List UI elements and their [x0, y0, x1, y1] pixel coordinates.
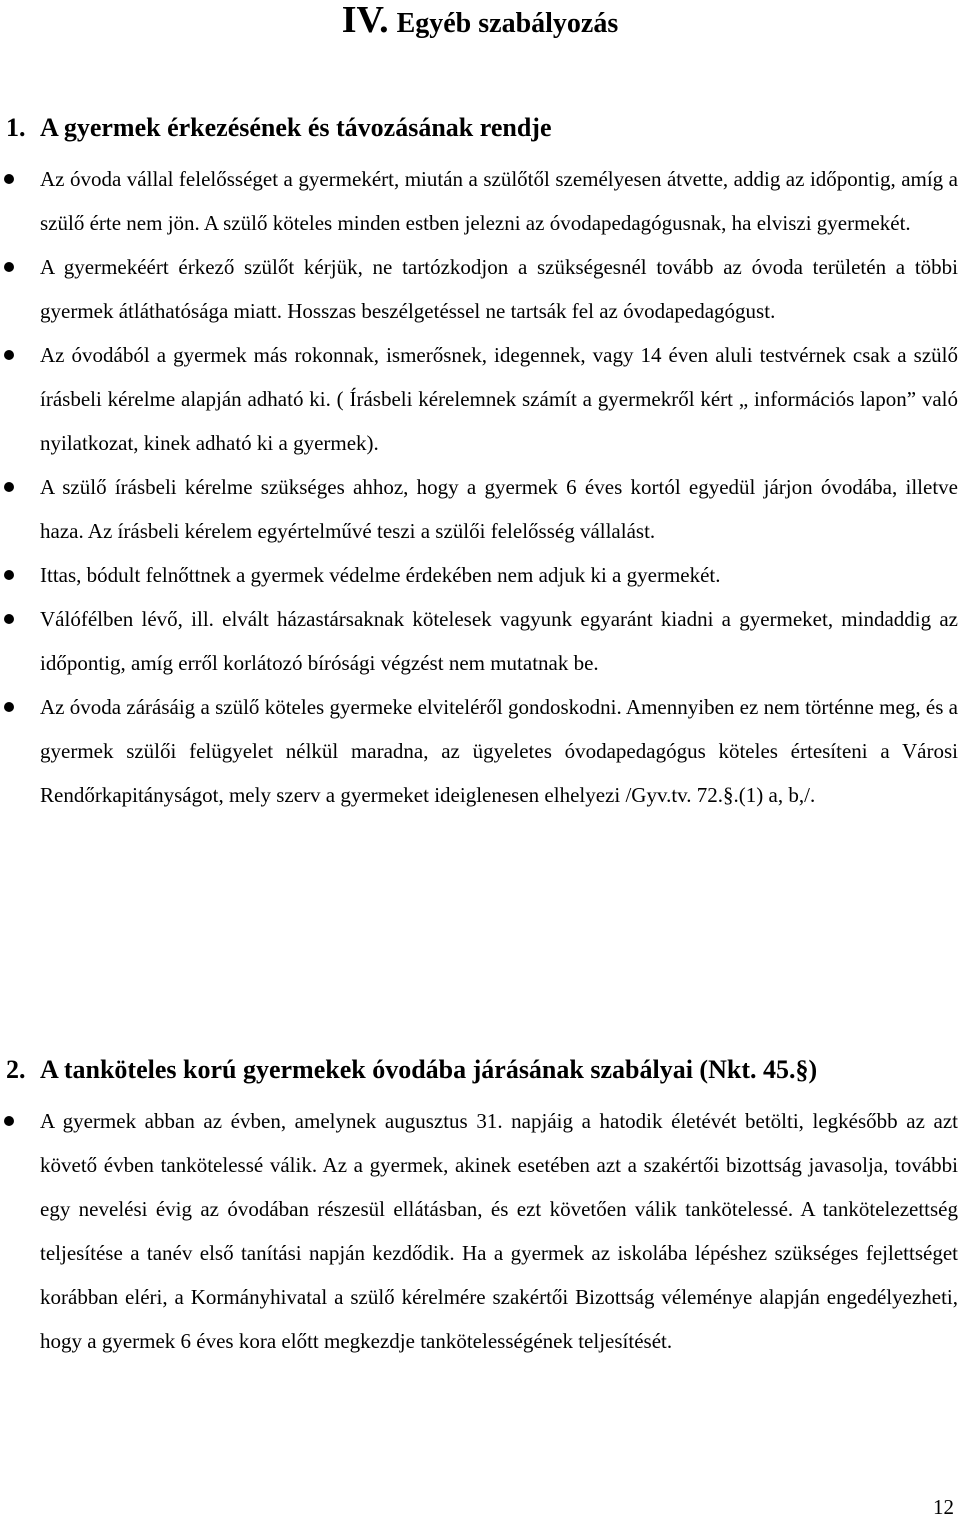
- list-item-text: A gyermekéért érkező szülőt kérjük, ne tartózkodjon a szükségesnél tovább az óvoda területén a többi gyermek átláthatósága miatt. Hosszas beszélgetéssel ne tartsák fel az óvodapedagógust.: [40, 255, 958, 323]
- section-title: A tanköteles korú gyermekek óvodába járásának szabályai (Nkt. 45.§): [40, 1055, 818, 1084]
- bullet-icon: [4, 702, 14, 712]
- page-number: 12: [933, 1495, 954, 1519]
- list-item: [0, 245, 960, 333]
- chapter-number: IV.: [341, 0, 389, 41]
- list-item-text: A gyermek abban az évben, amelynek augusztus 31. napjáig a hatodik életévét betölti, legkésőbb az azt követő évben tankötelessé válik. Az a gyermek, akinek esetében azt a szakértői bizottság javasolja, további egy nevelési évig az óvodában részesül ellátásban, és ezt követően válik tankötelessé. A tankötelezettség teljesítése a tanév első tanítási napján kezdődik. Ha a gyermek az iskolába lépéshez szükséges fejlettséget korábban eléri, a Kormányhivatal a szülő kérelmére szakértői Bizottság véleménye alapján engedélyezheti, hogy a gyermek 6 éves kora előtt megkezdje tankötelességének teljesítését.: [40, 1109, 958, 1353]
- section-2-list: [0, 1099, 960, 1363]
- bullet-icon: [4, 1116, 14, 1126]
- list-item: [0, 597, 960, 685]
- bullet-icon: [4, 482, 14, 492]
- section-title: A gyermek érkezésének és távozásának rendje: [40, 113, 552, 142]
- chapter-title-text: Egyéb szabályozás: [396, 8, 619, 39]
- section-number: 1.: [6, 113, 26, 142]
- list-item-text: Az óvoda zárásáig a szülő köteles gyermeke elviteléről gondoskodni. Amennyiben ez nem történne meg, és a gyermek szülői felügyelet nélkül maradna, az ügyeletes óvodapedagógus köteles értesíteni a Városi Rendőrkapitányságot, mely szerv a gyermeket ideiglenesen elhelyezi /Gyv.tv. 72.§.(1) a, b,/.: [40, 695, 958, 807]
- section-1-list: [0, 157, 960, 817]
- list-item: [0, 157, 960, 245]
- section-number: 2.: [6, 1055, 26, 1084]
- section-heading-2: [6, 1054, 817, 1086]
- bullet-icon: [4, 262, 14, 272]
- list-item: [0, 685, 960, 817]
- bullet-icon: [4, 350, 14, 360]
- chapter-title: [0, 0, 960, 48]
- section-heading-1: [6, 112, 551, 144]
- list-item: [0, 465, 960, 553]
- bullet-icon: [4, 174, 14, 184]
- list-item: [0, 333, 960, 465]
- bullet-icon: [4, 570, 14, 580]
- list-item-text: Válófélben lévő, ill. elvált házastársaknak kötelesek vagyunk egyaránt kiadni a gyermeket, mindaddig az időpontig, amíg erről korlátozó bírósági végzést nem mutatnak be.: [40, 607, 958, 675]
- list-item-text: Az óvodából a gyermek más rokonnak, ismerősnek, idegennek, vagy 14 éven aluli testvérnek csak a szülő írásbeli kérelme alapján adható ki. ( Írásbeli kérelemnek számít a gyermekről kért „ információs lapon” való nyilatkozat, kinek adható ki a gyermek).: [40, 343, 958, 455]
- list-item-text: Az óvoda vállal felelősséget a gyermekért, miután a szülőtől személyesen átvette, addig az időpontig, amíg a szülő érte nem jön. A szülő köteles minden estben jelezni az óvodapedagógusnak, ha elviszi gyermekét.: [40, 167, 958, 235]
- list-item-text: Ittas, bódult felnőttnek a gyermek védelme érdekében nem adjuk ki a gyermekét.: [40, 563, 721, 587]
- bullet-icon: [4, 614, 14, 624]
- list-item: [0, 553, 960, 597]
- list-item: [0, 1099, 960, 1363]
- list-item-text: A szülő írásbeli kérelme szükséges ahhoz, hogy a gyermek 6 éves kortól egyedül járjon óvodába, illetve haza. Az írásbeli kérelem egyértelművé teszi a szülői felelősség vállalást.: [40, 475, 958, 543]
